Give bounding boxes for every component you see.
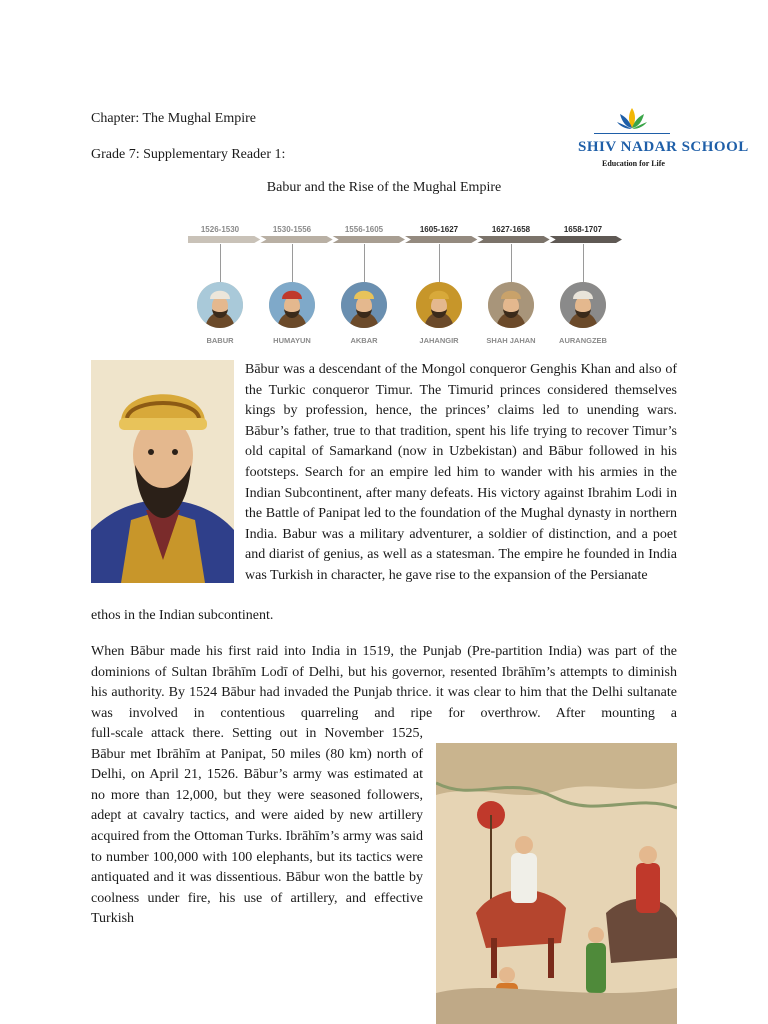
timeline-connector	[583, 244, 584, 282]
timeline-segment	[405, 236, 477, 243]
ruler-portrait	[488, 282, 534, 328]
grade-heading: Grade 7: Supplementary Reader 1:	[91, 147, 286, 162]
chapter-heading: Chapter: The Mughal Empire	[91, 111, 256, 126]
ruler-name-label: SHAH JAHAN	[486, 336, 536, 345]
babur-portrait	[91, 360, 234, 583]
timeline-segment	[260, 236, 332, 243]
lotus-icon	[616, 106, 648, 132]
timeline-connector	[220, 244, 221, 282]
timeline-period-label: 1627-1658	[491, 225, 531, 234]
ruler-name-label: AURANGZEB	[559, 336, 607, 345]
ruler-portrait	[269, 282, 315, 328]
paragraph-2-body: full-scale attack there. Setting out in November 1525, Bābur met Ibrāhīm at Panipat, 50 miles (80 km) north of Delhi, on April 21, 1526. Bābur’s army was estimated at no more than 12,000, but they were seasoned followers, adept at cavalry tactics, and were aided by new artillery acquired from the Ottoman Turks. Ibrāhīm’s army was said to number 100,000 with 100 elephants, but its tactics were antiquated and it was dissentious. Bābur won the battle by coolness under fire, his use of artillery, and effective Turkish	[91, 726, 423, 927]
logo-tagline: Education for Life	[602, 159, 665, 168]
timeline	[188, 220, 622, 350]
ruler-name-label: AKBAR	[350, 336, 378, 345]
battle-of-panipat-painting	[436, 743, 677, 1024]
paragraph-2-intro: When Bābur made his first raid into India in 1519, the Punjab (Pre-partition India) was part of the dominions of Sultan Ibrāhīm Lodī of Delhi, but his governor, resented Ibrāhīm’s attempts to diminish his authority. By 1524 Bābur had invaded the Punjab thrice. it was clear to him that the Delhi sultanate was involved in contentious quarreling and ripe for overthrow. After mounting a	[91, 644, 677, 721]
ruler-portrait	[560, 282, 606, 328]
timeline-period-label: 1658-1707	[563, 225, 603, 234]
ruler-name-label: HUMAYUN	[273, 336, 311, 345]
timeline-period-label: 1530-1556	[272, 225, 312, 234]
timeline-segment	[333, 236, 405, 243]
ruler-name-label: BABUR	[206, 336, 234, 345]
logo-school-name: SHIV NADAR SCHOOL	[578, 139, 749, 155]
ruler-portrait	[341, 282, 387, 328]
timeline-connector	[511, 244, 512, 282]
timeline-segment	[188, 236, 260, 243]
paragraph-1-tail: ethos in the Indian subcontinent.	[91, 608, 274, 623]
paragraph-1: Bābur was a descendant of the Mongol conqueror Genghis Khan and also of the Turkic conqueror Timur. The Timurid princes considered themselves kings by profession, hence, the princes’ claims led to unending wars. Bābur’s father, true to that tradition, spent his life trying to recover Timur’s old capital of Samarkand (now in Uzbekistan) and Bābur followed in his footsteps. Search for an empire led him to wander with his armies in the Indian Subcontinent, after many defeats. His victory against Ibrahim Lodi in the Battle of Panipat led to the foundation of the Mughal dynasty in northern India. Babur was a military adventurer, a soldier of distinction, and a poet and diarist of genius, as well as a statesman. The empire he founded in India was Turkish in character, he gave rise to the expansion of the Persianate	[245, 362, 677, 583]
timeline-connector	[364, 244, 365, 282]
timeline-segment	[477, 236, 549, 243]
ruler-portrait	[197, 282, 243, 328]
timeline-period-label: 1556-1605	[344, 225, 384, 234]
logo-divider	[594, 133, 670, 134]
timeline-period-label: 1605-1627	[419, 225, 459, 234]
page-title: Babur and the Rise of the Mughal Empire	[266, 180, 502, 195]
ruler-name-label: JAHANGIR	[419, 336, 459, 345]
timeline-segment	[550, 236, 622, 243]
ruler-portrait	[416, 282, 462, 328]
timeline-period-label: 1526-1530	[200, 225, 240, 234]
timeline-connector	[292, 244, 293, 282]
school-logo	[572, 104, 749, 174]
timeline-connector	[439, 244, 440, 282]
